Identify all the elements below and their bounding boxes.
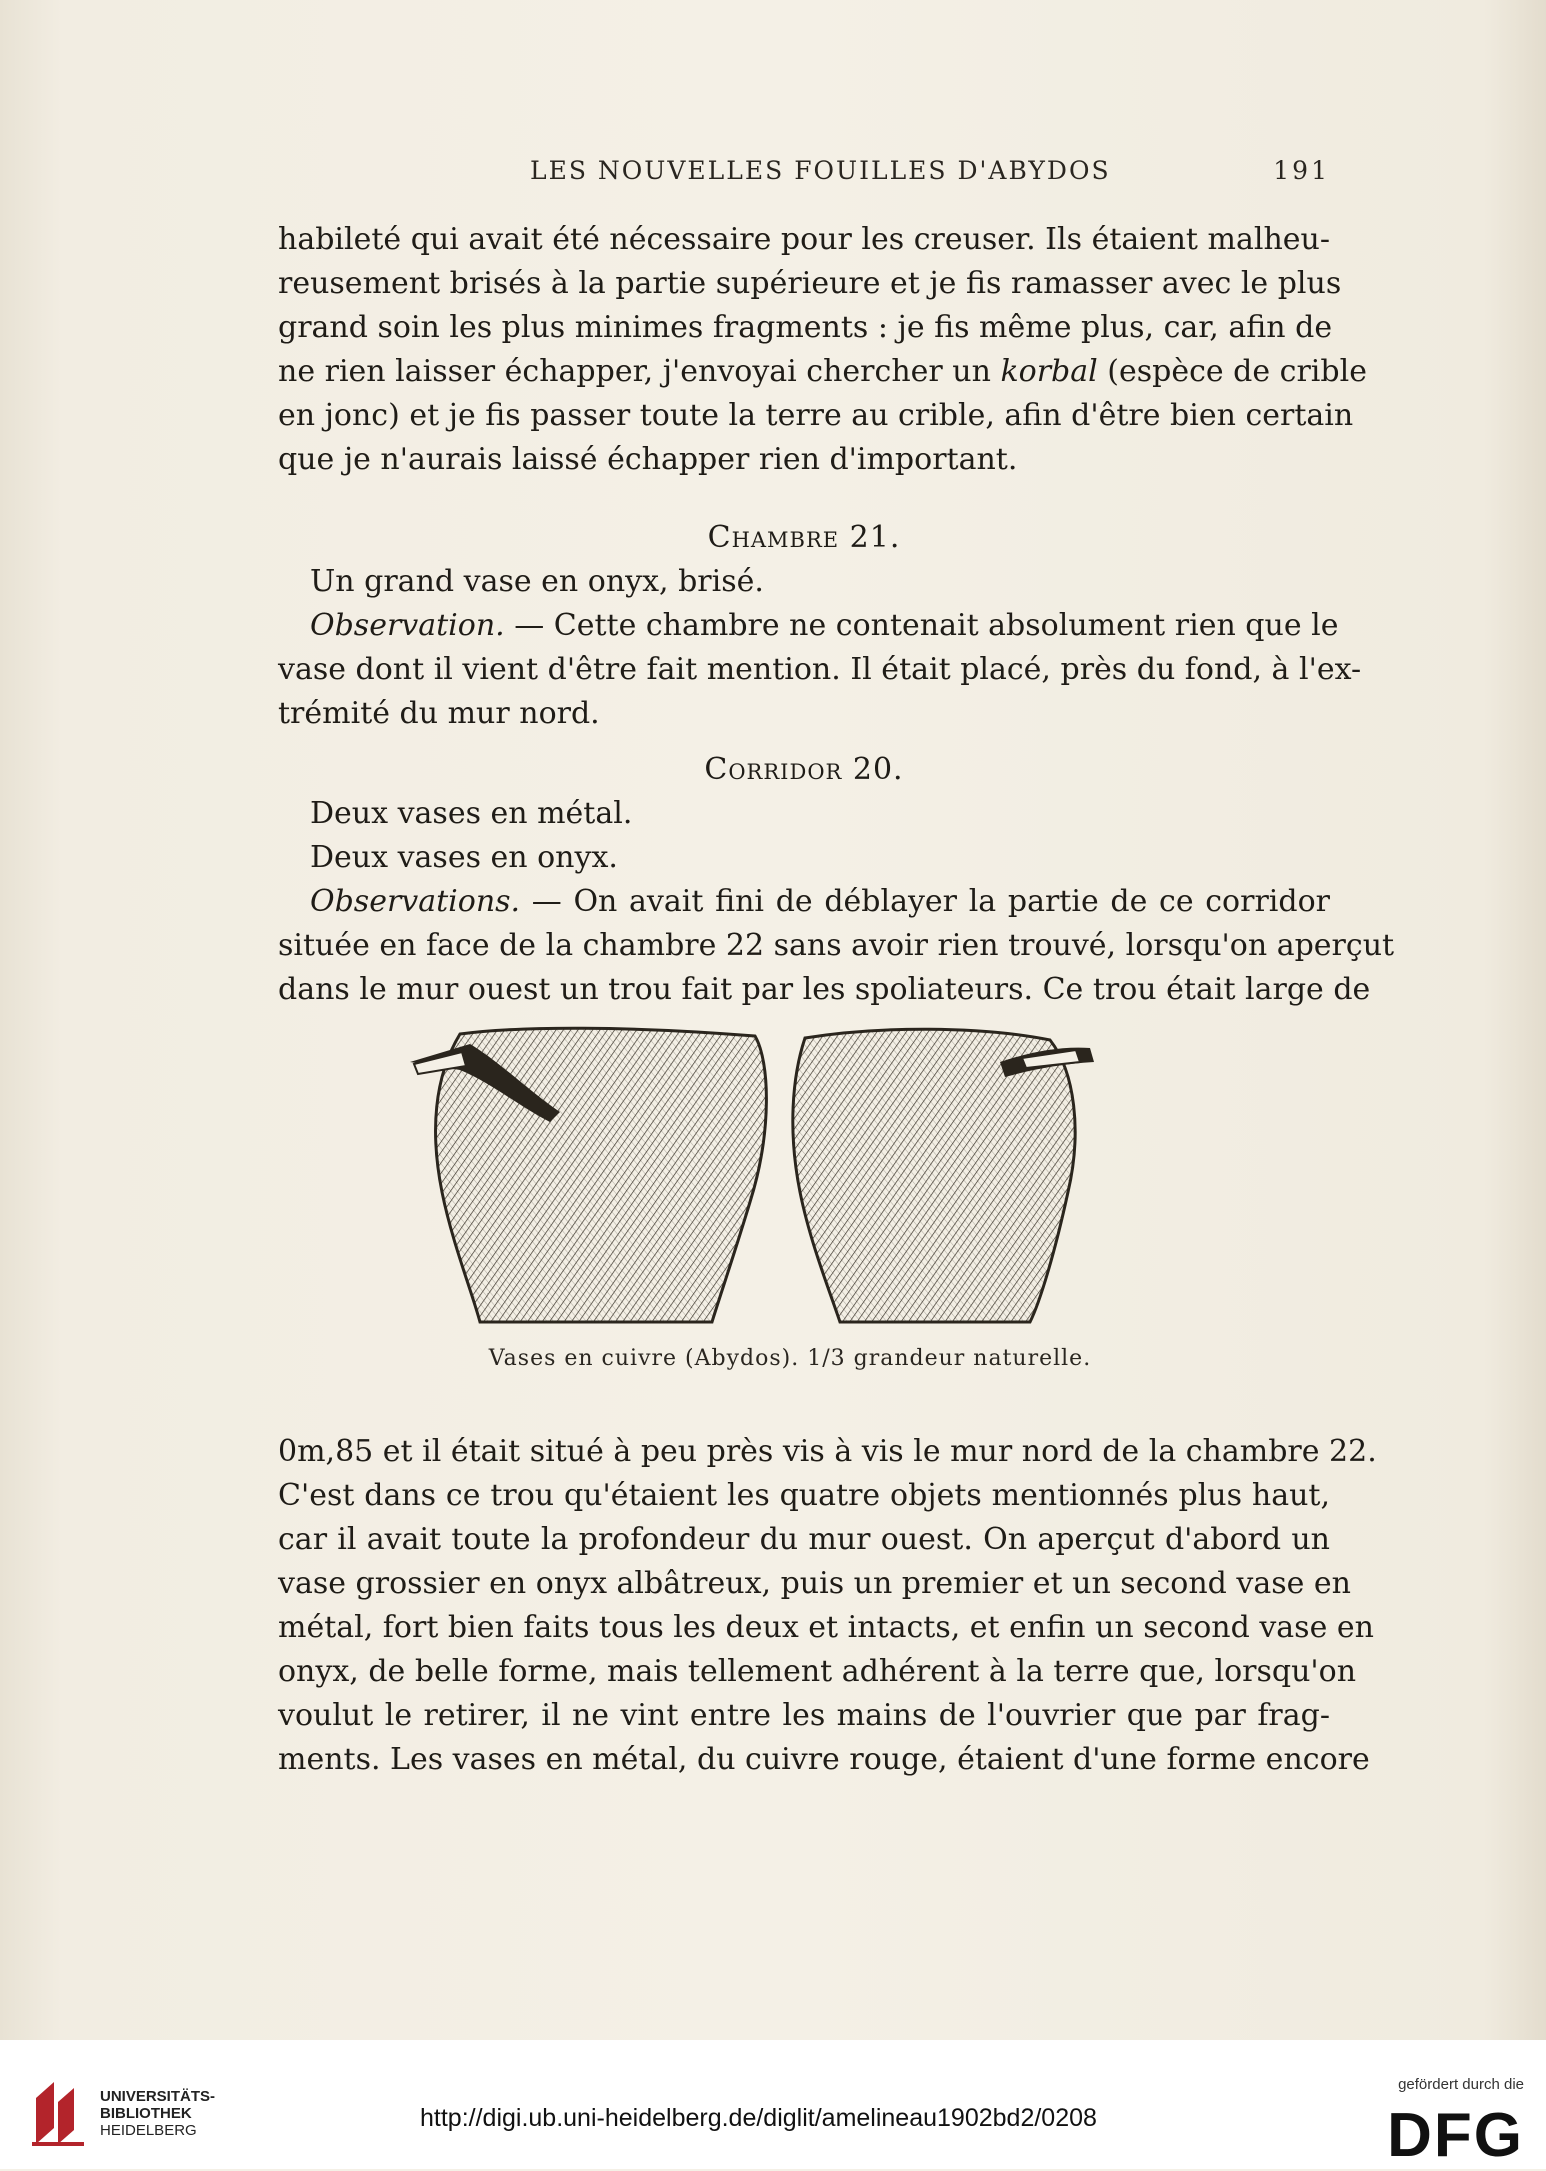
text-line: 0m,85 et il était situé à peu près vis à vis le mur nord de la chambre 22. [278,1434,1377,1469]
observation-text: — On avait fini de déblayer la partie de ce corridor [520,884,1330,919]
text-line: vase grossier en onyx albâtreux, puis un premier et un second vase en [278,1566,1351,1601]
observation-label: Observation. [310,608,505,643]
observation-text: — Cette chambre ne contenait absolument rien que le [504,608,1339,643]
text-line: reusement brisés à la partie supérieure et je fis ramasser avec le plus [278,266,1342,301]
text-line: trémité du mur nord. [278,696,600,731]
library-name-line: BIBLIOTHEK [100,2105,192,2122]
running-header [280,156,1330,196]
right-vase [793,1029,1094,1322]
text-line: dans le mur ouest un trou fait par les spoliateurs. Ce trou était large de [278,972,1371,1007]
library-name-line: HEIDELBERG [100,2122,197,2139]
text-line: C'est dans ce trou qu'étaient les quatre objets mentionnés plus haut, [278,1478,1330,1513]
text-line: métal, fort bien faits tous les deux et intacts, et enfin un second vase en [278,1610,1374,1645]
observation-line [278,880,1330,924]
permalink-url[interactable]: http://digi.ub.uni-heidelberg.de/diglit/amelineau1902bd2/0208 [420,2104,1097,2132]
library-name-line: UNIVERSITÄTS- [100,2088,216,2105]
text-line: grand soin les plus minimes fragments : je fis même plus, car, afin de [278,310,1333,345]
footer-bar [0,2040,1546,2169]
section-heading: Chambre 21. [707,520,901,555]
text-line: située en face de la chambre 22 sans avoir rien trouvé, lorsqu'on aperçut [278,928,1395,963]
chambre-21-section [278,516,1362,736]
text-line: que je n'aurais laissé échapper rien d'important. [278,442,1018,477]
corridor-20-section [278,748,1395,1012]
text-line: ments. Les vases en métal, du cuivre rouge, étaient d'une forme encore [278,1742,1370,1777]
korbal-term: korbal [1000,354,1098,389]
section-heading: Corridor 20. [704,752,904,787]
top-paragraph [278,218,1367,482]
observation-line [278,604,1339,648]
text-line: car il avait toute la profondeur du mur ouest. On aperçut d'abord un [278,1522,1330,1557]
funding-label: gefördert durch die [1398,2076,1524,2093]
page-number: 191 [1273,156,1330,185]
header-title: LES NOUVELLES FOUILLES D'ABYDOS [530,156,1111,185]
text-line: voulut le retirer, il ne vint entre les mains de l'ouvrier que par frag- [278,1698,1330,1733]
left-vase [410,1028,766,1322]
item-line: Deux vases en métal. [310,796,633,831]
text-line: vase dont il vient d'être fait mention. Il était placé, près du fond, à l'ex- [278,652,1362,687]
university-library-logo-icon [28,2078,88,2148]
bottom-paragraph [278,1430,1377,1782]
figure-caption: Vases en cuivre (Abydos). 1/3 grandeur naturelle. [488,1346,1092,1371]
text-line: habileté qui avait été nécessaire pour les creuser. Ils étaient malheu- [278,222,1330,257]
item-line: Un grand vase en onyx, brisé. [310,564,764,599]
item-line: Deux vases en onyx. [310,840,618,875]
text-line: onyx, de belle forme, mais tellement adhérent à la terre que, lorsqu'on [278,1654,1357,1689]
text-line: ne rien laisser échapper, j'envoyai chercher un korbal (espèce de crible [278,354,1367,389]
copper-vases-illustration [400,1022,1180,1352]
library-name [100,2088,215,2139]
dfg-logo: DFG [1387,2101,1524,2170]
text-line: en jonc) et je fis passer toute la terre au crible, afin d'être bien certain [278,398,1354,433]
observation-label: Observations. [310,884,521,919]
